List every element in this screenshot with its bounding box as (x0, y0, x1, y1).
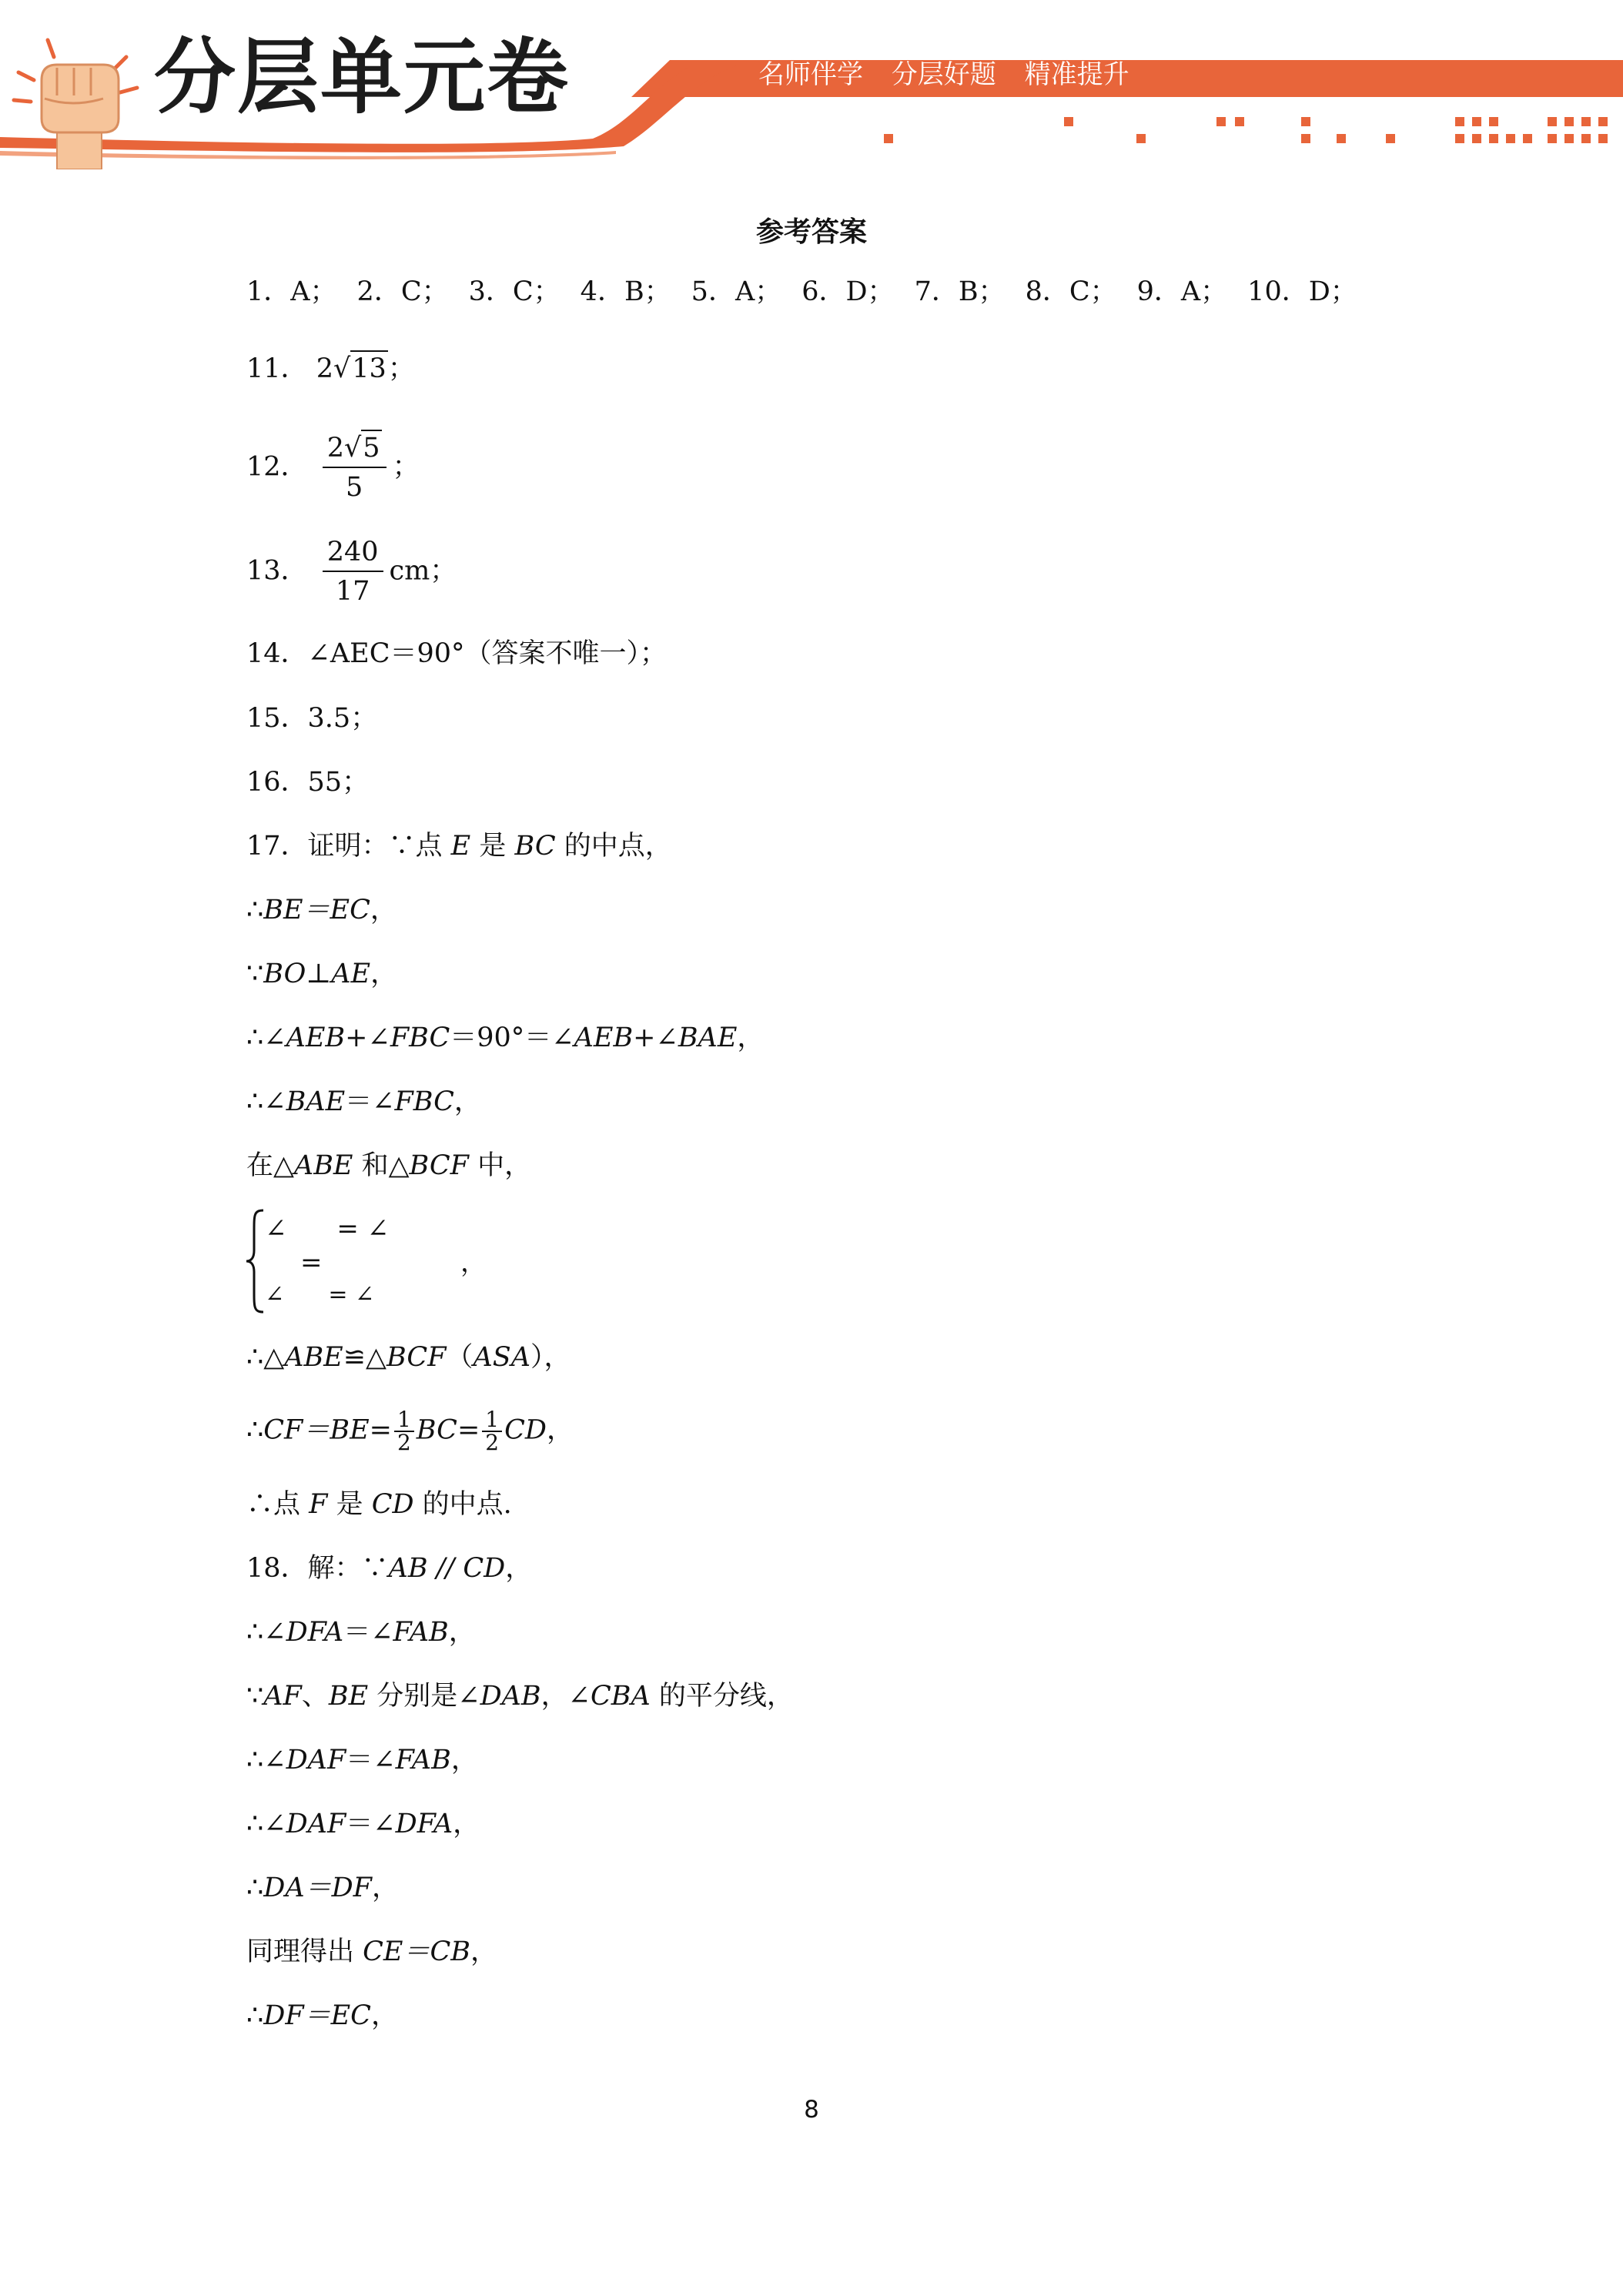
math: AF (263, 1681, 302, 1712)
math: FAB (393, 1617, 449, 1648)
text: ∴∠ (246, 1022, 286, 1053)
fraction-denominator: 2 (397, 1430, 411, 1455)
text: 在△ (246, 1150, 294, 1181)
fraction-numerator: 1 (394, 1409, 414, 1432)
text: ∴∠ (246, 1617, 286, 1648)
text: ）， (530, 1342, 571, 1373)
math: DF＝EC (263, 2000, 371, 2031)
text: 和△ (353, 1150, 410, 1181)
mcq-answer: 7．B； (914, 276, 1006, 307)
proof-17-line-3 (246, 961, 397, 988)
text: ∴ (246, 2000, 264, 2031)
math: DA＝DF (263, 1873, 372, 1903)
mcq-answer: 8．C； (1025, 276, 1117, 307)
proof-18-line-1 (246, 1555, 532, 1582)
fraction (323, 435, 387, 501)
text: 是 (470, 831, 515, 862)
math: ABE (293, 1150, 353, 1181)
text: ∴点 (246, 1489, 310, 1520)
mcq-answer: 6．D； (801, 276, 895, 307)
equation-system (245, 1207, 507, 1315)
text: ∴ (246, 1414, 264, 1446)
proof-17-line-1 (246, 833, 672, 860)
math: FBC (394, 1086, 454, 1117)
proof-17-line-8 (246, 1409, 574, 1454)
text: 18．解：∵ (246, 1553, 389, 1584)
math: FAB (395, 1745, 451, 1776)
proof-17-line-2 (246, 897, 397, 924)
proof-18-line-4 (246, 1747, 478, 1774)
unit: cm； (389, 555, 457, 587)
radicand: 13 (350, 350, 388, 384)
sqrt-sign: √ (333, 353, 351, 384)
text: ， (450, 1745, 478, 1776)
math: E (450, 831, 471, 862)
sqrt-sign: √ (343, 433, 362, 464)
text: ， (370, 895, 397, 925)
answer-12 (246, 435, 420, 501)
page-number: 8 (804, 2096, 819, 2124)
math: CE＝CB (363, 1936, 470, 1967)
math: BE＝EC (263, 895, 370, 925)
text: +∠ (345, 1022, 390, 1053)
mcq-answer: 1．A； (246, 276, 337, 307)
math: DAB (480, 1681, 541, 1712)
mcq-answer: 10．D； (1247, 276, 1357, 307)
math: ABE (284, 1342, 343, 1373)
math: ASA (473, 1342, 530, 1373)
math: CD (504, 1414, 547, 1446)
math: BCF (386, 1342, 447, 1373)
proof-17-line-9 (246, 1491, 512, 1518)
text: ＝∠ (346, 1745, 396, 1776)
text: 的平分线， (650, 1681, 794, 1712)
fraction (394, 1409, 414, 1454)
text: ， (546, 1414, 574, 1446)
proof-18-line-6 (246, 1875, 399, 1902)
math: DAF (286, 1745, 346, 1776)
fraction-denominator: 2 (485, 1430, 500, 1455)
text: ， (371, 1873, 399, 1903)
text: ， (453, 1086, 481, 1117)
radicand: 5 (361, 430, 381, 464)
text: ≌△ (343, 1342, 387, 1373)
text: 17．证明：∵点 (246, 831, 451, 862)
text: = (369, 1414, 392, 1446)
answer-13 (246, 539, 457, 605)
math: AEB (286, 1022, 346, 1053)
proof-17-line-5 (246, 1086, 481, 1117)
math: F (309, 1489, 328, 1520)
proof-18-line-7 (246, 1936, 497, 1967)
text: +∠ (633, 1022, 678, 1053)
proof-18-line-2 (246, 1619, 476, 1646)
text: 、 (301, 1681, 329, 1712)
fraction-numerator (323, 435, 387, 468)
page-title: 参考答案 (755, 216, 867, 248)
mcq-answer: 4．B； (580, 276, 671, 307)
fist-icon (11, 34, 142, 169)
text: ， (470, 1936, 497, 1967)
mcq-answer: 3．C； (468, 276, 561, 307)
text: ∴∠ (246, 1809, 286, 1839)
text: （ (446, 1342, 474, 1373)
header-tagline: 名师伴学 分层好题 精准提升 (758, 59, 1129, 90)
math: DAF (286, 1809, 346, 1839)
mcq-answers-line (246, 276, 1377, 307)
proof-18-line-8 (246, 2000, 398, 2031)
proof-17-line-4 (246, 1022, 765, 1053)
text: ， (370, 959, 398, 989)
math: CBA (590, 1681, 651, 1712)
question-number: 12． (246, 451, 308, 483)
fraction-numerator: 240 (323, 539, 383, 572)
fraction-denominator: 5 (345, 472, 363, 503)
text: 的中点. (413, 1489, 512, 1520)
math: BAE (286, 1086, 346, 1117)
proof-17-line-7 (246, 1344, 571, 1371)
text: 的中点， (555, 831, 672, 862)
proof-17-line-6 (246, 1150, 532, 1181)
fraction-numerator: 1 (482, 1409, 502, 1432)
system-row-3: ∠ = ∠ (265, 1281, 375, 1308)
system-row-1: ∠ = ∠ (265, 1213, 390, 1244)
answer-15: 15．3.5； (246, 703, 378, 734)
text: 同理得出 (246, 1936, 363, 1967)
text: = (457, 1414, 480, 1446)
mcq-answer: 2．C； (356, 276, 449, 307)
math: DFA (286, 1617, 344, 1648)
math: BAE (678, 1022, 738, 1053)
end-mark: ； (392, 451, 420, 483)
text: ＝∠ (346, 1809, 396, 1839)
math: AB // CD (388, 1553, 506, 1584)
sqrt-coefficient: 2 (316, 353, 333, 384)
text: ∴ (246, 1873, 264, 1903)
text: ＝90°＝∠ (450, 1022, 574, 1053)
math: BO⊥AE (263, 959, 371, 989)
math: BCF (409, 1150, 469, 1181)
sqrt-coefficient: 2 (326, 433, 344, 464)
math: BC (416, 1414, 457, 1446)
text: ，∠ (540, 1681, 591, 1712)
answer-16: 16．55； (246, 767, 370, 798)
header-banner (0, 0, 1623, 169)
proof-18-line-3 (246, 1683, 794, 1710)
text: ， (453, 1809, 480, 1839)
end-mark: ； (387, 353, 415, 384)
text: ＝∠ (345, 1086, 395, 1117)
system-comma: ， (460, 1247, 487, 1278)
math: AEB (574, 1022, 634, 1053)
text: ＝∠ (343, 1617, 393, 1648)
mcq-answer: 9．A； (1136, 276, 1228, 307)
math: BC (514, 831, 556, 862)
math: FBC (390, 1022, 450, 1053)
answer-11 (246, 353, 415, 384)
math: DFA (395, 1809, 453, 1839)
text: ∵ (246, 1681, 264, 1712)
fraction (482, 1409, 502, 1454)
text: ∴△ (246, 1342, 285, 1373)
text: ∴ (246, 895, 264, 925)
answer-14: 14．∠AEC＝90°（答案不唯一）； (246, 638, 668, 669)
text: ∵ (246, 959, 264, 989)
text: 是 (327, 1489, 372, 1520)
system-row-2: = (300, 1247, 323, 1278)
fraction-denominator: 17 (335, 576, 370, 607)
proof-18-line-5 (246, 1811, 480, 1838)
text: ∴∠ (246, 1745, 286, 1776)
text: 中， (468, 1150, 532, 1181)
text: ∴∠ (246, 1086, 286, 1117)
math: CF＝BE (263, 1414, 370, 1446)
mcq-answer: 5．A； (691, 276, 782, 307)
math: CD (371, 1489, 414, 1520)
question-number: 11． (246, 353, 308, 384)
question-number: 13． (246, 555, 308, 587)
text: ， (448, 1617, 476, 1648)
math: BE (328, 1681, 369, 1712)
text: ， (505, 1553, 533, 1584)
fraction (323, 539, 383, 605)
text: ， (737, 1022, 765, 1053)
text: 分别是∠ (368, 1681, 480, 1712)
brand-title: 分层单元卷 (154, 30, 570, 125)
text: ， (370, 2000, 398, 2031)
